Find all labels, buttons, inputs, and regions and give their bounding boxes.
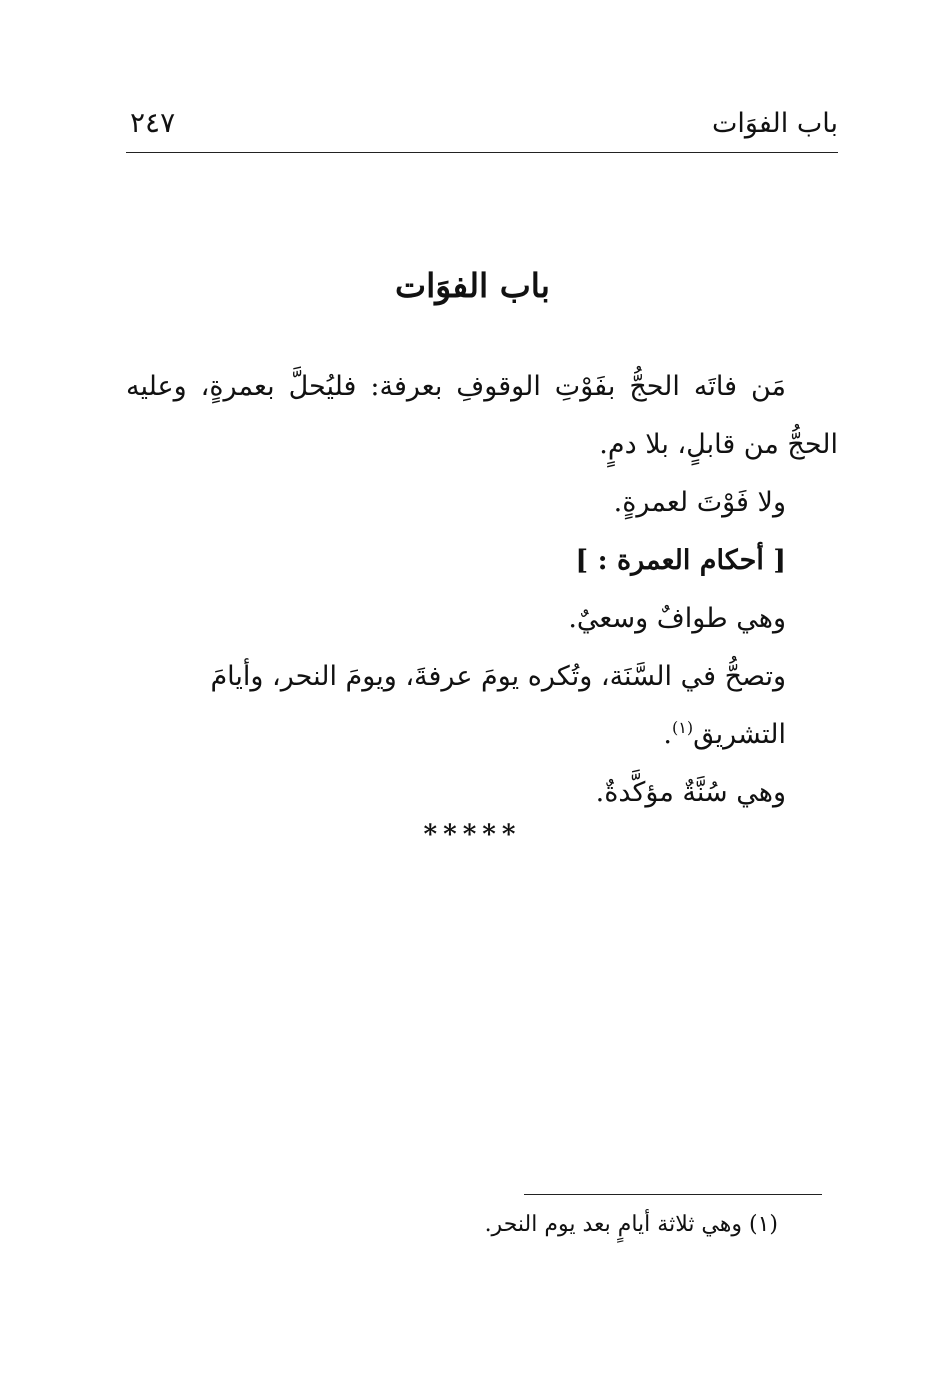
umrah-timing-period: . (663, 719, 672, 750)
paragraph-umrah-timing (126, 648, 838, 764)
running-header (126, 100, 838, 153)
page-number: ٢٤٧ (130, 106, 176, 139)
paragraph-umrah-status: وهي سُنَّةٌ مؤكَّدةٌ. (595, 777, 786, 808)
chapter-title: باب الفوَات (395, 266, 550, 305)
umrah-rulings-heading: [ أحكام العمرة : ] (575, 545, 786, 576)
main-text (126, 358, 838, 822)
footnote-divider (524, 1194, 822, 1195)
paragraph-no-missing-umrah: ولا فَوْتَ لعمرةٍ. (613, 487, 786, 518)
umrah-timing-text: وتصحُّ في السَّنَة، وتُكره يومَ عرفةَ، ويومَ النحر، وأيامَ التشريق (210, 661, 786, 750)
running-title: باب الفوَات (712, 108, 838, 139)
section-separator-asterisks: ***** (423, 820, 522, 850)
paragraph-missed-hajj: مَن فاتَه الحجُّ بفَوْتِ الوقوفِ بعرفة: فليُحلَّ بعمرةٍ، وعليه الحجُّ من قابلٍ، بلا دمٍ. (126, 371, 838, 460)
footnote-1: (١) وهي ثلاثة أيامٍ بعد يوم النحر. (484, 1212, 778, 1237)
footnote-reference[interactable]: (١) (672, 718, 694, 737)
paragraph-umrah-definition: وهي طوافٌ وسعيٌ. (568, 603, 786, 634)
